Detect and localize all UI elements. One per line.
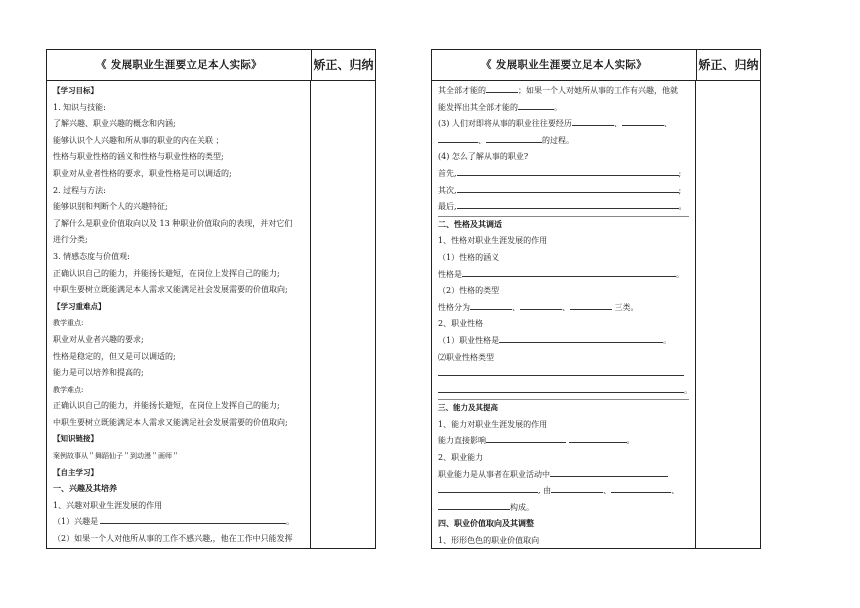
text-line: 3. 情感态度与价值观: — [53, 251, 130, 261]
text-segment: 三类。 — [614, 302, 639, 312]
fill-in-line: 性格是 。 — [438, 267, 689, 284]
text-segment: 能力直接影响 — [438, 436, 486, 446]
text-line: 能够认识个人兴趣和所从事的职业的内在关联 ； — [53, 135, 224, 145]
answer-blank[interactable] — [462, 267, 676, 277]
answer-blank[interactable] — [570, 300, 612, 310]
text-segment: （1）职业性格是 — [438, 335, 500, 345]
answer-blank[interactable] — [438, 383, 684, 393]
text-line: 了解什么是职业价值取向以及 13 种职业价值取向的表现，并对它们 — [53, 218, 293, 228]
side-column-label: 矫正、归纳 — [313, 58, 374, 72]
fill-in-line: 首先, ; — [438, 166, 689, 183]
answer-blank[interactable] — [438, 483, 538, 493]
fill-in-line: 能发挥出其全部才能的 。 — [438, 100, 689, 117]
answer-blank[interactable] — [569, 433, 627, 443]
fill-in-line — [438, 500, 689, 517]
section-heading: 三、能力及其提高 — [438, 403, 498, 413]
side-column-label: 矫正、归纳 — [698, 58, 759, 72]
text-line: 2、职业性格 — [438, 319, 484, 329]
answer-blank[interactable] — [438, 366, 684, 376]
answer-blank[interactable] — [572, 116, 614, 126]
text-line: 了解兴趣、职业兴趣的概念和内涵; — [53, 119, 176, 129]
text-line: 教学重点: — [53, 319, 84, 328]
answer-blank[interactable] — [438, 500, 510, 510]
page-title: 《 发展职业生涯要立足本人实际》 — [47, 50, 312, 80]
text-segment: ；如果一个人对她所从事的工作有兴趣，他就 — [518, 86, 678, 95]
page-body — [432, 80, 696, 548]
text-line: 职业对从业者性格的要求，职业性格是可以调适的; — [53, 168, 232, 178]
text-segment: 其次, — [438, 185, 457, 195]
section-heading: 【学习目标】 — [53, 86, 98, 95]
answer-blank[interactable] — [486, 83, 518, 93]
text-segment: , 由 — [538, 486, 552, 496]
answer-blank[interactable] — [486, 433, 566, 443]
fill-in-line: 、 的过程。 — [438, 133, 689, 150]
fill-in-line: （1）职业性格是 。 — [438, 333, 689, 350]
fill-in-line — [438, 83, 689, 100]
text-line: 2、职业能力 — [438, 453, 484, 463]
text-line: 性格与职业性格的涵义和性格与职业性格的类型; — [53, 152, 224, 162]
page-header — [47, 50, 375, 81]
text-line: 职业对从业者兴趣的要求; — [53, 334, 144, 344]
fill-in-line: 其次, ; — [438, 183, 689, 200]
answer-blank[interactable] — [470, 300, 512, 310]
page-header — [432, 50, 760, 81]
answer-blank[interactable] — [551, 483, 603, 493]
text-line: （2）如果一个人对他所从事的工作不感兴趣,，他在工作中只能发挥 — [53, 534, 293, 544]
fill-in-line — [438, 366, 689, 383]
fill-in-line: (3) 人们对即将从事的职业往往要经历 、 、 — [438, 116, 689, 133]
text-line: 案例故事从＂舞蹈仙子＂到动漫＂画师＂ — [53, 452, 179, 461]
text-segment: 最后, — [438, 202, 457, 212]
page-body — [47, 80, 311, 548]
text-line: 能够识别和判断个人的兴趣特征; — [53, 202, 168, 212]
text-line: 进行分类; — [53, 235, 88, 245]
text-line: 性格是稳定的，但又是可以调适的; — [53, 351, 176, 361]
text-line: 1、形形色色的职业价值取向 — [438, 536, 540, 546]
text-segment: 其全部才能的 — [438, 86, 486, 95]
text-line: 教学难点: — [53, 385, 84, 394]
answer-blank[interactable] — [550, 467, 668, 477]
fill-in-line: , 由 、 、 — [438, 483, 689, 500]
text-line: 1、能力对职业生涯发展的作用 — [438, 419, 548, 429]
answer-blank[interactable] — [518, 100, 554, 110]
text-segment: 能发挥出其全部才能的 — [438, 102, 518, 112]
fill-in-line: 最后, 。 — [438, 199, 689, 216]
left-page — [46, 49, 376, 549]
text-line: （1）性格的涵义 — [438, 252, 500, 262]
answer-blank[interactable] — [486, 133, 542, 143]
section-heading: 【自主学习】 — [53, 467, 98, 477]
page-title: 《 发展职业生涯要立足本人实际》 — [432, 50, 697, 80]
text-line: 正确认识自己的能力，并能扬长避短，在岗位上发挥自己的能力; — [53, 268, 280, 278]
answer-blank[interactable] — [520, 300, 562, 310]
text-line: （2）性格的类型 — [438, 286, 500, 296]
text-line: 1. 知识与技能: — [53, 102, 106, 112]
section-heading: 四、职业价值取向及其调整 — [438, 519, 534, 529]
answer-blank[interactable] — [457, 166, 679, 176]
answer-blank[interactable] — [622, 116, 664, 126]
fill-in-line: 性格分为 、 、 三类。 — [438, 300, 689, 317]
answer-blank[interactable] — [438, 133, 478, 143]
answer-blank[interactable] — [100, 514, 286, 524]
section-heading: 【学习重难点】 — [53, 301, 106, 311]
text-segment: 性格是 — [438, 269, 462, 279]
fill-in-line: （1）兴趣是 。 — [53, 514, 304, 531]
text-line: 中职生要树立既能满足本人需求又能满足社会发展需要的价值取向; — [53, 417, 288, 427]
text-segment: (3) 人们对即将从事的职业往往要经历 — [438, 119, 572, 129]
section-heading: 【知识链接】 — [53, 434, 98, 444]
text-segment: 构成。 — [510, 502, 534, 512]
section-heading: 一、兴趣及其培养 — [53, 484, 117, 494]
answer-blank[interactable] — [457, 183, 679, 193]
section-heading: 二、性格及其调适 — [438, 219, 502, 229]
right-page — [431, 49, 761, 549]
fill-in-line — [438, 467, 689, 484]
text-line: 1、性格对职业生涯发展的作用 — [438, 236, 548, 246]
text-segment: 首先, — [438, 168, 457, 178]
text-line: 2. 过程与方法: — [53, 185, 106, 195]
text-segment: 职业能力是从事者在职业活动中 — [438, 469, 550, 479]
text-line: 能力是可以培养和提高的; — [53, 368, 144, 378]
text-segment: 的过程。 — [542, 135, 574, 145]
answer-blank[interactable] — [457, 199, 679, 209]
text-line: 中职生要树立既能满足本人需求又能满足社会发展需要的价值取向; — [53, 285, 288, 295]
text-segment: （1）兴趣是 — [53, 517, 99, 527]
text-line: ⑵职业性格类型 — [438, 352, 494, 362]
fill-in-line: 能力直接影响 。 — [438, 433, 689, 450]
text-line: (4) 怎么了解从事的职业? — [438, 152, 529, 162]
fill-in-line: 。 — [438, 383, 689, 400]
text-line: 1、兴趣对职业生涯发展的作用 — [53, 500, 163, 510]
text-segment: 性格分为 — [438, 302, 470, 312]
answer-blank[interactable] — [611, 483, 671, 493]
text-line: 正确认识自己的能力，并能扬长避短，在岗位上发挥自己的能力; — [53, 401, 280, 411]
answer-blank[interactable] — [499, 333, 663, 343]
